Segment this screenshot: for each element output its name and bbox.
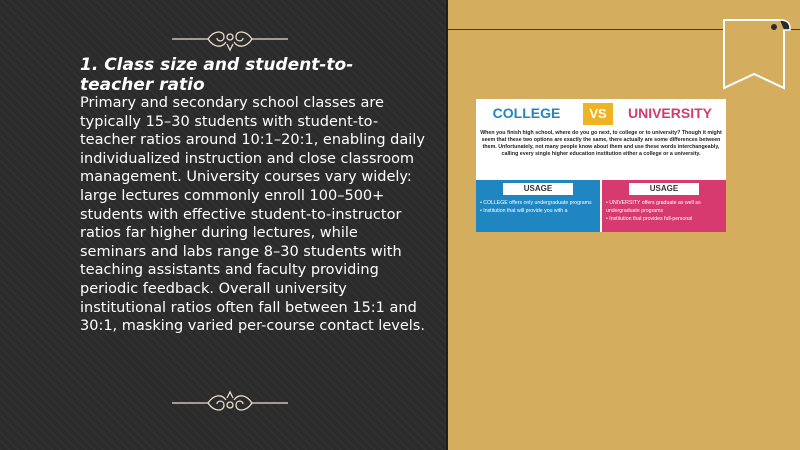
scroll-ornament-icon — [170, 24, 290, 54]
panel-divider — [446, 0, 448, 450]
college-usage-label: USAGE — [503, 183, 573, 195]
university-title: UNIVERSITY — [627, 105, 712, 121]
university-usage-text: • UNIVERSITY offers graduate as well as undergraduate programs • Institution that provides full-personal — [606, 200, 701, 222]
university-usage-label: USAGE — [629, 183, 699, 195]
university-usage-column — [602, 180, 726, 232]
bookmark-ribbon-icon — [718, 18, 792, 98]
slide-body-text: Primary and secondary school classes are typically 15–30 students with student-to-teacher ratios around 10:1–20:1, enabling daily individualized instruction and close classroom management. University courses vary widely: large lectures commonly enroll 100–500+ students with effective student-to-instructor ratios far higher during lectures, while seminars and labs range 8–30 students with teaching assistants and faculty providing periodic feedback. Overall university institutional ratios often fall between 15:1 and 30:1, masking varied per-course contact levels. — [80, 95, 425, 335]
infographic-header — [476, 99, 726, 129]
college-usage-text: • COLLEGE offers only undergraduate programs • Institution that will provide you with a — [480, 200, 592, 214]
college-vs-university-infographic — [476, 99, 726, 232]
vs-badge: VS — [583, 103, 613, 125]
scroll-ornament-icon — [170, 388, 290, 418]
slide-heading: 1. Class size and student-to-teacher ratio — [80, 55, 354, 95]
college-usage-column — [476, 180, 600, 232]
infographic-intro: When you finish high school, where do you go next, to college or to university? Though it might seem that these two options are exactly the same, there actually are some differences between them. Unfortunately, not many people know about them and use these words interchangeably, calling every single higher education institution either a college or a university. — [480, 130, 722, 157]
college-title: COLLEGE — [492, 105, 561, 121]
